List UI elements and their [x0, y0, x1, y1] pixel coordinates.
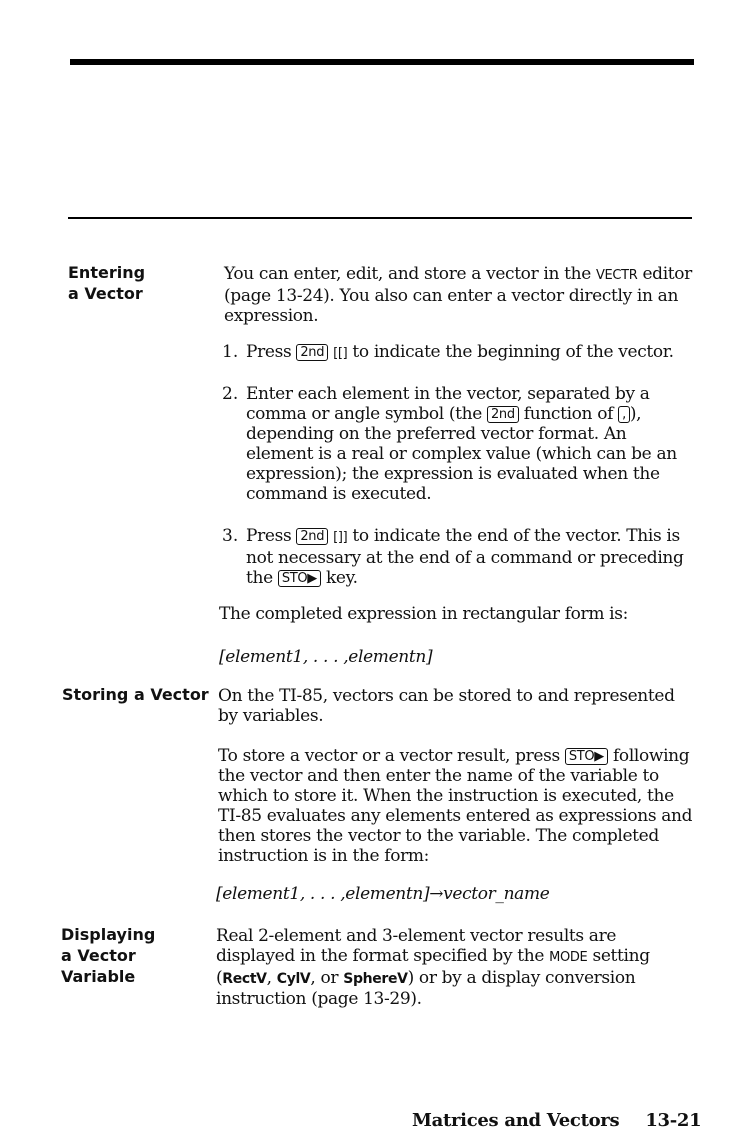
heading-storing-vector: Storing a Vector: [62, 685, 209, 704]
step3-number: 3.: [222, 526, 239, 546]
step1-number: 1.: [222, 342, 239, 362]
page-footer: [412, 1110, 701, 1131]
completed-expression-text: The completed expression in rectangular form is:: [219, 604, 628, 624]
heading-entering-vector: Entering a Vector: [68, 263, 146, 303]
step2-number: 2.: [222, 384, 239, 404]
step3-text: Press 2nd []] to indicate the end of the vector. This is not necessary at the end of a command or preceding the STO▶ key.: [246, 526, 684, 588]
key-2nd: 2nd: [296, 344, 328, 361]
key-sto: STO▶: [278, 570, 321, 587]
page-number: 13-21: [645, 1110, 702, 1131]
heading-displaying-vector: Displaying a Vector Variable: [61, 925, 156, 986]
footer-title: Matrices and Vectors: [412, 1110, 620, 1131]
step2-text: Enter each element in the vector, separated by a comma or angle symbol (the 2nd function of , ), depending on the preferred vector format. An element is a real or complex value (which can be an expression); the expression is evaluated when the command is executed.: [246, 384, 677, 504]
storing-paragraph-2: To store a vector or a vector result, press STO▶ following the vector and then enter the name of the variable to which to store it. When the instruction is executed, the TI-85 evaluates any elements entered as expressions and then stores the vector to the variable. The completed instruction is in the form:: [218, 746, 693, 866]
key-2nd: 2nd: [296, 528, 328, 545]
key-comma: ,: [618, 406, 630, 423]
displaying-paragraph: Real 2-element and 3-element vector results are displayed in the format specified by the MODE setting (RectV, CylV, or SphereV) or by a display conversion instruction (page 13-29).: [216, 926, 650, 1009]
store-formula: [element1, . . . ,elementn]→vector_name: [216, 884, 550, 904]
step1-text: Press 2nd [[] to indicate the beginning of the vector.: [246, 342, 674, 362]
key-sto: STO▶: [565, 748, 608, 765]
storing-paragraph-1: On the TI-85, vectors can be stored to and represented by variables.: [218, 686, 675, 726]
top-rule: [70, 59, 694, 65]
key-2nd: 2nd: [487, 406, 519, 423]
section-rule: [68, 217, 692, 219]
vector-formula: [element1, . . . ,elementn]: [219, 647, 433, 667]
entering-intro: You can enter, edit, and store a vector in the VECTR editor (page 13-24). You also can enter a vector directly in an expression.: [224, 264, 692, 326]
